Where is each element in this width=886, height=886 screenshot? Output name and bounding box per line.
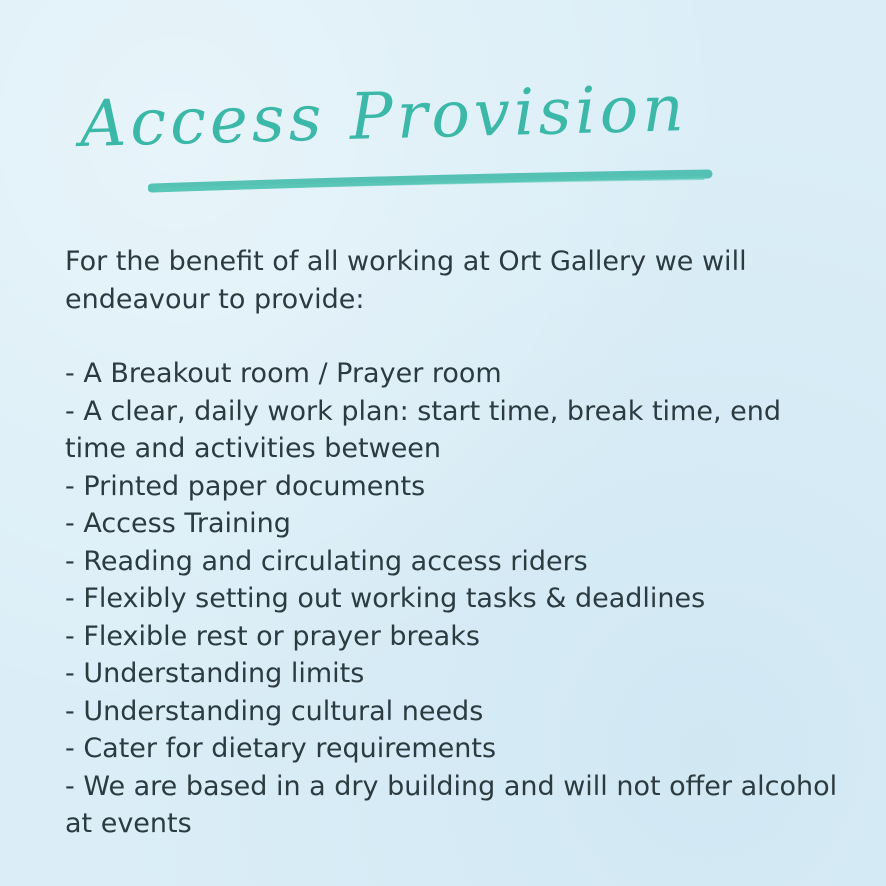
provision-list [65, 355, 845, 843]
list-item: - Flexible rest or prayer breaks [65, 620, 480, 652]
list-item: - A clear, daily work plan: start time, break time, end time and activities between [65, 395, 781, 464]
heading-block [70, 72, 689, 203]
list-item: - Printed paper documents [65, 470, 426, 502]
list-item: - Cater for dietary requirements [65, 733, 497, 764]
provision-content [65, 243, 845, 843]
intro-text: For the benefit of all working at Ort Gallery we will endeavour to provide: [65, 246, 747, 315]
list-item: - Access Training [65, 508, 291, 539]
page-title: Access Provision [79, 72, 689, 162]
list-item: - Reading and circulating access riders [65, 545, 588, 577]
list-item: - We are based in a dry building and will not offer alcohol at events [65, 770, 838, 839]
heading-underline [148, 168, 718, 198]
list-item: - A Breakout room / Prayer room [65, 358, 502, 389]
list-item: - Understanding cultural needs [65, 695, 484, 727]
list-item: - Flexibly setting out working tasks & deadlines [65, 583, 706, 614]
list-item: - Understanding limits [65, 658, 365, 689]
